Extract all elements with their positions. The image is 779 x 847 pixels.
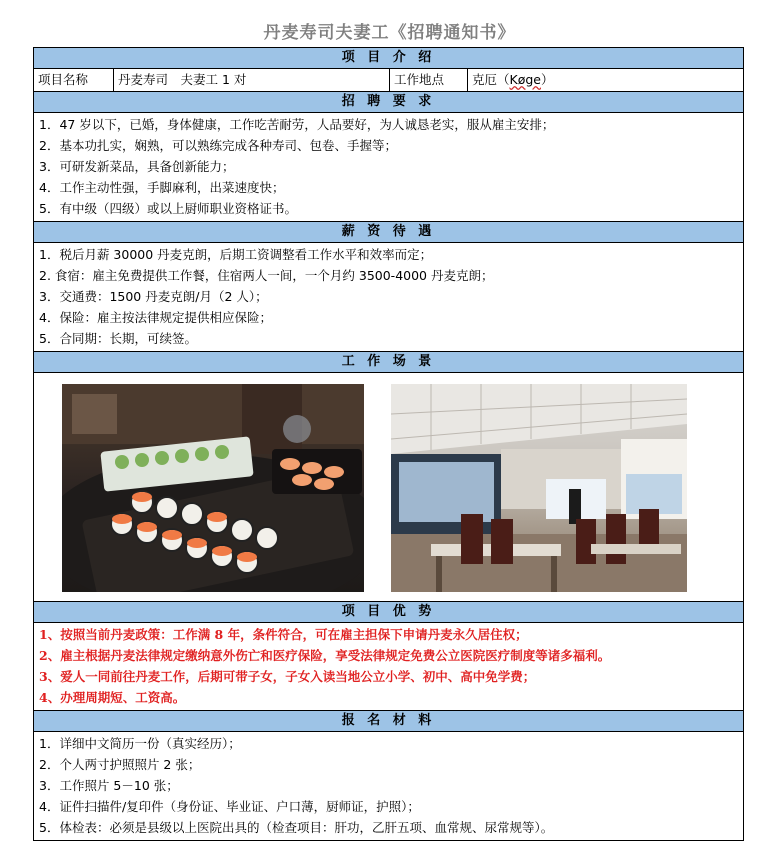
list-item: 3．工作照片 5－10 张； — [39, 778, 179, 793]
document-title: 丹麦寿司夫妻工《招聘通知书》 — [263, 23, 516, 43]
list-item: 3．可研发新菜品，具备创新能力； — [39, 159, 235, 174]
list-item: 2. 食宿：雇主免费提供工作餐，住宿两人一间，一个月约 3500-4000 丹麦克朗； — [39, 268, 494, 283]
advantages-list — [34, 623, 743, 711]
list-item: 2．基本功扎实，娴熟，可以熟练完成各种寿司、包卷、手握等； — [39, 138, 397, 153]
section-header-workplace: 工 作 场 景 — [34, 352, 743, 373]
list-item: 3．交通费：1500 丹麦克朗/月（2 人）； — [39, 289, 268, 304]
materials-list — [34, 732, 743, 840]
requirements-list — [34, 113, 743, 222]
list-item: 1．47 岁以下，已婚，身体健康，工作吃苦耐劳，人品要好，为人诚恳老实，服从雇主安排； — [39, 117, 555, 132]
location-label: 工作地点 — [390, 69, 468, 91]
section-header-salary: 薪 资 待 遇 — [34, 222, 743, 243]
list-item: 1．税后月薪 30000 丹麦克朗，后期工资调整看工作水平和效率而定； — [39, 247, 433, 262]
sushi-platter-photo — [62, 384, 364, 592]
location-value: 克厄（Køge） — [472, 72, 554, 87]
list-item: 1．详细中文简历一份（真实经历）； — [39, 736, 241, 751]
sushi-platter-illustration — [62, 384, 364, 592]
location-city: Køge — [509, 72, 541, 87]
list-item: 5．体检表：必须是县级以上医院出具的（检查项目：肝功，乙肝五项、血常规、尿常规等）。 — [39, 820, 554, 835]
list-item: 4、办理周期短、工资高。 — [39, 690, 186, 705]
salary-list — [34, 243, 743, 352]
list-item: 1、按照当前丹麦政策：工作满 8 年，条件符合，可在雇主担保下申请丹麦永久居住权； — [39, 627, 528, 642]
section-header-requirements: 招 聘 要 求 — [34, 92, 743, 113]
section-header-materials: 报 名 材 料 — [34, 711, 743, 732]
list-item: 5．有中级（四级）或以上厨师职业资格证书。 — [39, 201, 297, 216]
section-header-project-intro: 项 目 介 绍 — [34, 48, 743, 69]
list-item: 4．工作主动性强，手脚麻利，出菜速度快； — [39, 180, 285, 195]
project-info-row — [34, 69, 743, 92]
restaurant-interior-photo — [391, 384, 687, 592]
list-item: 2．个人两寸护照照片 2 张； — [39, 757, 201, 772]
list-item: 4．证件扫描件/复印件（身份证、毕业证、户口薄，厨师证，护照）； — [39, 799, 420, 814]
list-item: 3、爱人一同前往丹麦工作，后期可带子女，子女入读当地公立小学、初中、高中免学费； — [39, 669, 536, 684]
list-item: 4．保险：雇主按法律规定提供相应保险； — [39, 310, 272, 325]
list-item: 5．合同期：长期，可续签。 — [39, 331, 197, 346]
workplace-photos — [34, 373, 743, 602]
project-name-value: 丹麦寿司 夫妻工 1 对 — [114, 69, 390, 91]
section-header-advantages: 项 目 优 势 — [34, 602, 743, 623]
list-item: 2、雇主根据丹麦法律规定缴纳意外伤亡和医疗保险，享受法律规定免费公立医院医疗制度等诸多福利。 — [39, 648, 611, 663]
project-name-label: 项目名称 — [34, 69, 114, 91]
restaurant-interior-illustration — [391, 384, 687, 592]
recruitment-sheet — [33, 47, 744, 841]
